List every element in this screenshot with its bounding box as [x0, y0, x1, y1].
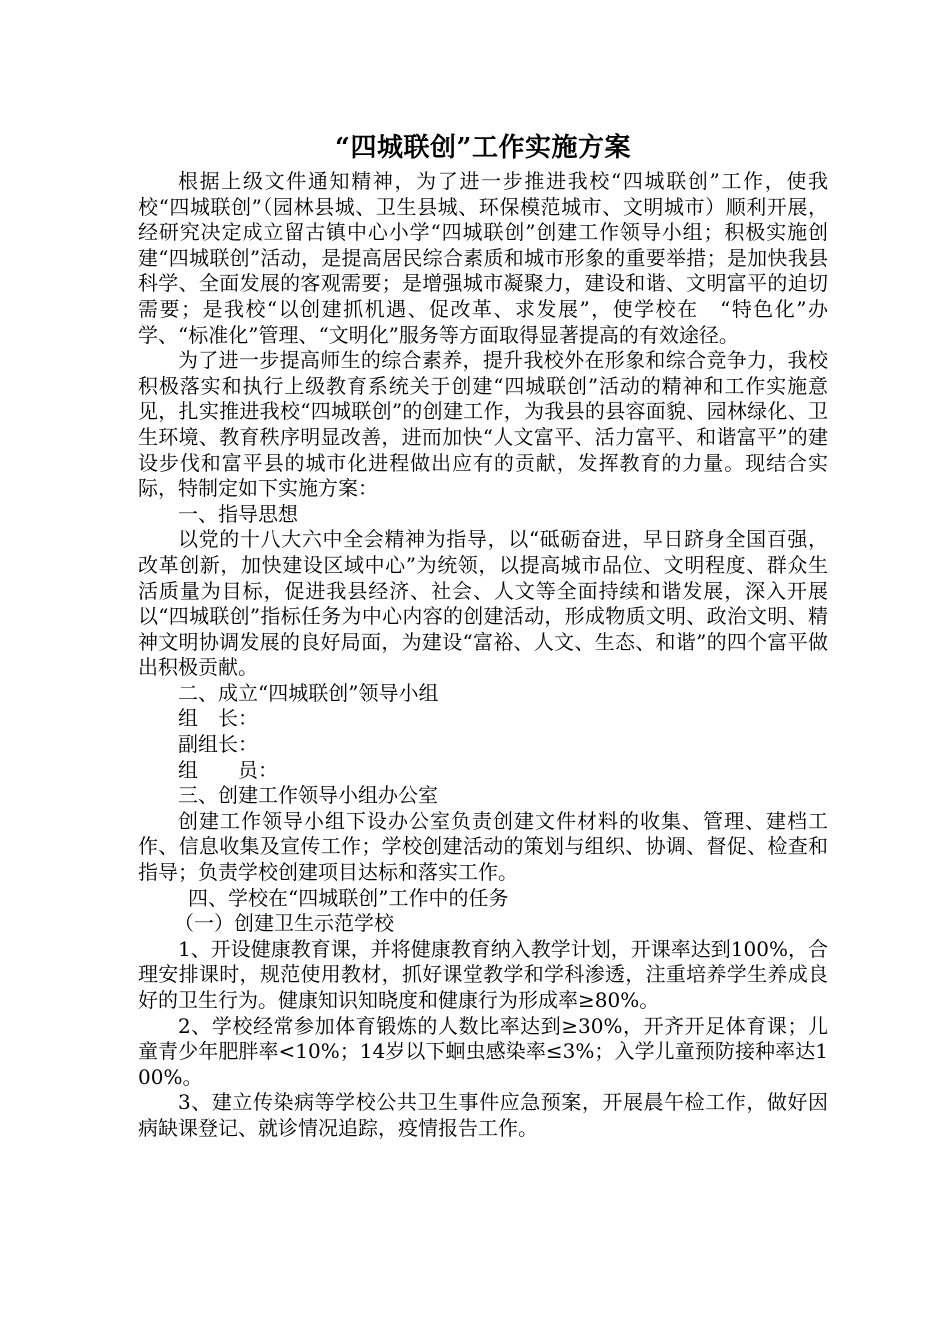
document-page [138, 128, 828, 1142]
role-deputy-leader: 副组长： [178, 732, 258, 757]
section-heading-guiding-ideology: 一、指导思想 [178, 501, 298, 526]
intro-paragraph-1: 根据上级文件通知精神，为了进一步推进我校“四城联创”工作，使我校“四城联创”（园林县城、卫生县城、环保模范城市、文明城市）顺利开展，经研究决定成立留古镇中心小学“四城联创”创建工作领导小组；积极实施创建“四城联创”活动，是提高居民综合素质和城市形象的重要举措；是加快我县科学、全面发展的客观需要；是增强城市凝聚力，建设和谐、文明富平的迫切需要；是我校“以创建抓机遇、促改革、求发展”，使学校在 “特色化”办学、“标准化”管理、“文明化”服务等方面取得显著提高的有效途径。 [138, 169, 828, 347]
document-title: “四城联创”工作实施方案 [335, 133, 631, 163]
role-leader: 组 长： [178, 706, 258, 731]
section-heading-tasks: 四、学校在“四城联创”工作中的任务 [188, 885, 509, 910]
intro-paragraph-2: 为了进一步提高师生的综合素养，提升我校外在形象和综合竞争力，我校积极落实和执行上级教育系统关于创建“四城联创”活动的精神和工作实施意见，扎实推进我校“四城联创”的创建工作，为我县的县容面貌、园林绿化、卫生环境、教育秩序明显改善，进而加快“人文富平、活力富平、和谐富平”的建设步伐和富平县的城市化进程做出应有的贡献，发挥教育的力量。现结合实际，特制定如下实施方案： [138, 348, 828, 501]
section-heading-office: 三、创建工作领导小组办公室 [178, 783, 438, 808]
section-heading-leadership-group: 二、成立“四城联创”领导小组 [178, 680, 439, 705]
task-item-3: 3、建立传染病等学校公共卫生事件应急预案，开展晨午检工作，做好因病缺课登记、就诊情况追踪，疫情报告工作。 [138, 1090, 828, 1140]
subheading-health-school: （一）创建卫生示范学校 [174, 911, 394, 936]
role-members: 组 员： [178, 757, 278, 782]
section-body-guiding-ideology: 以党的十八大六中全会精神为指导，以“砥砺奋进，早日跻身全国百强，改革创新，加快建设区域中心”为统领，以提高城市品位、文明程度、群众生活质量为目标，促进我县经济、社会、人文等全面持续和谐发展，深入开展以“四城联创”指标任务为中心内容的创建活动，形成物质文明、政治文明、精神文明协调发展的良好局面，为建设“富裕、人文、生态、和谐”的四个富平做出积极贡献。 [138, 527, 828, 680]
section-body-office: 创建工作领导小组下设办公室负责创建文件材料的收集、管理、建档工作、信息收集及宣传工作；学校创建活动的策划与组织、协调、督促、检查和指导；负责学校创建项目达标和落实工作。 [138, 808, 828, 885]
task-item-2: 2、学校经常参加体育锻炼的人数比率达到≥30%，开齐开足体育课；儿童青少年肥胖率<10%；14岁以下蛔虫感染率≤3%；入学儿童预防接种率达100%。 [138, 1013, 828, 1089]
task-item-1: 1、开设健康教育课，并将健康教育纳入教学计划，开课率达到100%，合理安排课时，规范使用教材，抓好课堂教学和学科渗透，注重培养学生养成良好的卫生行为。健康知识知晓度和健康行为形成率≥80%。 [138, 936, 828, 1012]
